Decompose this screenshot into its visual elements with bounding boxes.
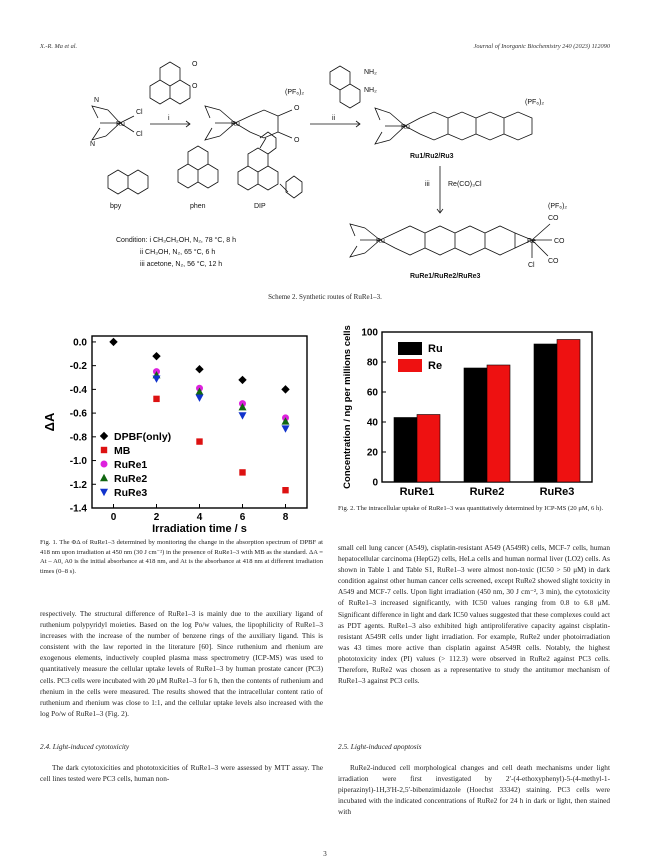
x-tick-label: 8 xyxy=(282,512,289,523)
data-point-rure3 xyxy=(153,376,161,383)
condition-line-1: Condition: i CH₃CH₂OH, N₂, 78 °C, 8 h xyxy=(116,237,237,244)
o-label-3: O xyxy=(294,105,300,112)
y-tick-label: -1.0 xyxy=(69,456,87,468)
x-tick-label: 6 xyxy=(239,512,246,523)
x-tick-label: RuRe2 xyxy=(469,486,505,498)
product1-label: Ru1/Ru2/Ru3 xyxy=(410,153,454,160)
legend-label: RuRe1 xyxy=(114,459,148,471)
legend-swatch xyxy=(398,359,422,372)
y-tick-label: 40 xyxy=(366,417,378,429)
y-tick-label: 20 xyxy=(366,447,378,459)
ru-label-4: Ru xyxy=(376,238,385,245)
body-paragraph-ic50: small cell lung cancer (A549), cisplatin-resistant A549 (A549R) cells, MCF-7 cells, human hepatocellular carcinoma (HepG2) cells, HeLa cells and human normal liver (LO2) cells. As shown in Table 1 and Table S1, RuRe1–3 were almost non-toxic (IC50 > 50 μM) in dark condition against other human cancer cells screened, except RuRe2 showed slight toxicity in A549 and MCF-7 cells. Upon light irradiation (450 nm, 30 J cm⁻², 3 min), the cytotoxicity of RuRe1–3 increased significantly, with IC50 values ranging from 0.8 to 6.8 μM. Significant difference in light and dark IC50 values suggested that these complexes could act as PDT agents. RuRe1–3 also exhibited high antiproliferative capacity against cisplatin-resistant A549R cells under light irradiation. For example, RuRe2 under photoirradiation was 43 times more active than cisplatin against A549R cells. Notably, the highest phototoxicity index (PI) values (> 112.3) were observed in RuRe2 against PC3 cells. Therefore, RuRe2 was chosen as a representative to study the antitumor mechanism of RuRe1–3 against PC3 cells. xyxy=(338,543,610,686)
y-axis-title: Concentration / ng per millions cells xyxy=(342,325,353,489)
x-axis-title: Irradiation time / s xyxy=(152,523,247,534)
bar-ru-rure1 xyxy=(394,418,417,483)
step-iii-label: iii xyxy=(425,181,430,188)
condition-line-2: ii CH₃OH, N₂, 65 °C, 6 h xyxy=(140,249,216,256)
ligand-bpy-label: bpy xyxy=(110,203,122,210)
legend-swatch xyxy=(398,342,422,355)
legend-label: Ru xyxy=(428,343,443,355)
data-point-dpbfonly xyxy=(238,376,246,384)
y-tick-label: 0.0 xyxy=(73,337,87,349)
legend-label: RuRe2 xyxy=(114,473,148,485)
page-number: 3 xyxy=(323,850,327,858)
cl-label-3: Cl xyxy=(528,262,535,269)
o-label-1: O xyxy=(192,61,198,68)
bar-ru-rure3 xyxy=(534,344,557,482)
legend-label: RuRe3 xyxy=(114,487,148,499)
y-axis-title: ΔA xyxy=(42,412,57,432)
data-point-rure3 xyxy=(282,425,290,432)
data-point-mb xyxy=(282,487,288,493)
y-tick-label: 100 xyxy=(361,327,378,339)
re-label: Re xyxy=(527,238,536,245)
legend-label: MB xyxy=(114,445,131,457)
y-tick-label: 60 xyxy=(366,387,378,399)
cl-label-1: Cl xyxy=(136,109,143,116)
o-label-2: O xyxy=(192,83,198,90)
condition-line-3: iii acetone, N₂, 56 °C, 12 h xyxy=(140,261,223,268)
y-tick-label: -0.6 xyxy=(69,408,87,420)
y-tick-label: -0.4 xyxy=(69,384,87,396)
scheme-caption: Scheme 2. Synthetic routes of RuRe1–3. xyxy=(268,293,382,301)
y-tick-label: 0 xyxy=(372,477,378,489)
ru-label-2: Ru xyxy=(231,121,240,128)
body-paragraph-apoptosis: RuRe2-induced cell morphological changes and cell death mechanisms under light irradiation were first investigated by 2′-(4-ethoxyphenyl)-5-(4-methyl-1-piperazinyl)-1H,3′H-2,5′-bibenzimidazole (Hoechst 33342) staining. PC3 cells were incubated with the indicated concentrations of RuRe2 for 24 h in dark or light, then stained with xyxy=(338,763,610,817)
product2-label: RuRe1/RuRe2/RuRe3 xyxy=(410,273,481,280)
fig2-bar-chart xyxy=(338,322,610,502)
bar-re-rure3 xyxy=(557,340,580,483)
o-label-4: O xyxy=(294,137,300,144)
ru-label-1: Ru xyxy=(116,121,125,128)
section-heading-2-5: 2.5. Light-induced apoptosis xyxy=(338,742,422,751)
legend-label: Re xyxy=(428,360,443,372)
data-point-dpbfonly xyxy=(195,365,203,373)
running-header-authors: X.-R. Ma et al. xyxy=(40,43,78,50)
body-paragraph-cytotoxicity: The dark cytotoxicities and phototoxicities of RuRe1–3 were assessed by MTT assay. The cell lines tested were PC3 cells, human non- xyxy=(40,763,323,784)
x-tick-label: RuRe1 xyxy=(399,486,435,498)
section-heading-2-4: 2.4. Light-induced cytotoxicity xyxy=(40,742,130,751)
data-point-dpbfonly xyxy=(281,385,289,393)
bar-re-rure2 xyxy=(487,365,510,482)
data-point-dpbfonly xyxy=(109,338,117,346)
y-tick-label: -0.2 xyxy=(69,361,87,373)
step-i-label: i xyxy=(168,115,170,122)
data-point-mb xyxy=(196,438,202,444)
legend-marker xyxy=(100,489,108,496)
x-tick-label: 0 xyxy=(110,512,117,523)
x-tick-label: 2 xyxy=(153,512,160,523)
reagent-iii-label: Re(CO)₃Cl xyxy=(448,181,482,188)
y-tick-label: -1.4 xyxy=(69,503,87,515)
data-point-mb xyxy=(239,469,245,475)
nh2-label-2: NH₂ xyxy=(364,87,377,94)
co-label-1: CO xyxy=(548,215,559,222)
y-tick-label: -1.2 xyxy=(69,479,87,491)
fig1-scatter-chart xyxy=(40,322,325,534)
legend-marker xyxy=(101,447,107,453)
ligand-dip-label: DIP xyxy=(254,203,266,210)
legend-marker xyxy=(101,461,108,468)
data-point-dpbfonly xyxy=(152,352,160,360)
pf6-label-3: (PF₆)₂ xyxy=(548,203,568,210)
legend-label: DPBF(only) xyxy=(114,431,172,443)
y-tick-label: -0.8 xyxy=(69,432,87,444)
legend-marker xyxy=(100,432,108,440)
n-label-2: N xyxy=(90,141,96,148)
legend-marker xyxy=(100,474,108,481)
co-label-3: CO xyxy=(548,258,559,265)
nh2-label-1: NH₂ xyxy=(364,69,377,76)
step-ii-label: ii xyxy=(332,115,336,122)
cl-label-2: Cl xyxy=(136,131,143,138)
data-point-rure3 xyxy=(239,412,247,419)
pf6-label-2: (PF₆)₂ xyxy=(525,99,545,106)
y-tick-label: 80 xyxy=(366,357,378,369)
data-point-rure3 xyxy=(196,394,204,401)
fig2-caption: Fig. 2. The intracellular uptake of RuRe1–3 was quantitatively determined by ICP-MS (20 μM, 6 h). xyxy=(338,505,604,512)
body-paragraph-uptake: respectively. The structural difference of RuRe1–3 is mainly due to the auxiliary ligand of ruthenium polypyridyl moieties. Based on the log Po/w values, the lipophilicity of RuRe1–3 increases with the increase of the number of benzene rings of the auxiliary ligand. This is consistent with the law reported in the literature [60]. Since ruthenium and rhenium are exogenous elements, inductively coupled plasma mass spectrometry (ICP-MS) was used to quantitatively measure the cellular uptake levels of RuRe1–3 by human prostate cancer (PC3) cells. PC3 cells were incubated with 20 μM RuRe1–3 for 6 h, then the contents of ruthenium and rhenium in the cells were measured. The results showed that the intracellular content ratio of ruthenium and rhenium was close to 1:1, and the cellular uptake levels also increased with the log Po/w of RuRe1–3 (Fig. 2). xyxy=(40,609,323,718)
co-label-2: CO xyxy=(554,238,565,245)
running-header-journal: Journal of Inorganic Biochemistry 240 (2023) 112090 xyxy=(473,43,610,50)
pf6-label-1: (PF₆)₂ xyxy=(285,89,305,96)
bar-ru-rure2 xyxy=(464,368,487,482)
synthesis-scheme xyxy=(70,58,580,290)
n-label-1: N xyxy=(94,97,100,104)
x-tick-label: 4 xyxy=(196,512,203,523)
fig1-caption: Fig. 1. The ΦΔ of RuRe1–3 determined by monitoring the change in the absorption spectrum of DPBF at 418 nm upon irradiation at 450 nm (30 J cm⁻²) in the presence of RuRe1–3 with MB as the standard. ΔA = At – A0, A0 is the initial absorbance at 418 nm, and At is the absorbance at 418 nm at different irradiation times (0–8 s). xyxy=(40,539,323,575)
ligand-phen-label: phen xyxy=(190,203,206,210)
bar-re-rure1 xyxy=(417,415,440,483)
ru-label-3: Ru xyxy=(401,124,410,131)
data-point-mb xyxy=(153,396,159,402)
x-tick-label: RuRe3 xyxy=(539,486,575,498)
